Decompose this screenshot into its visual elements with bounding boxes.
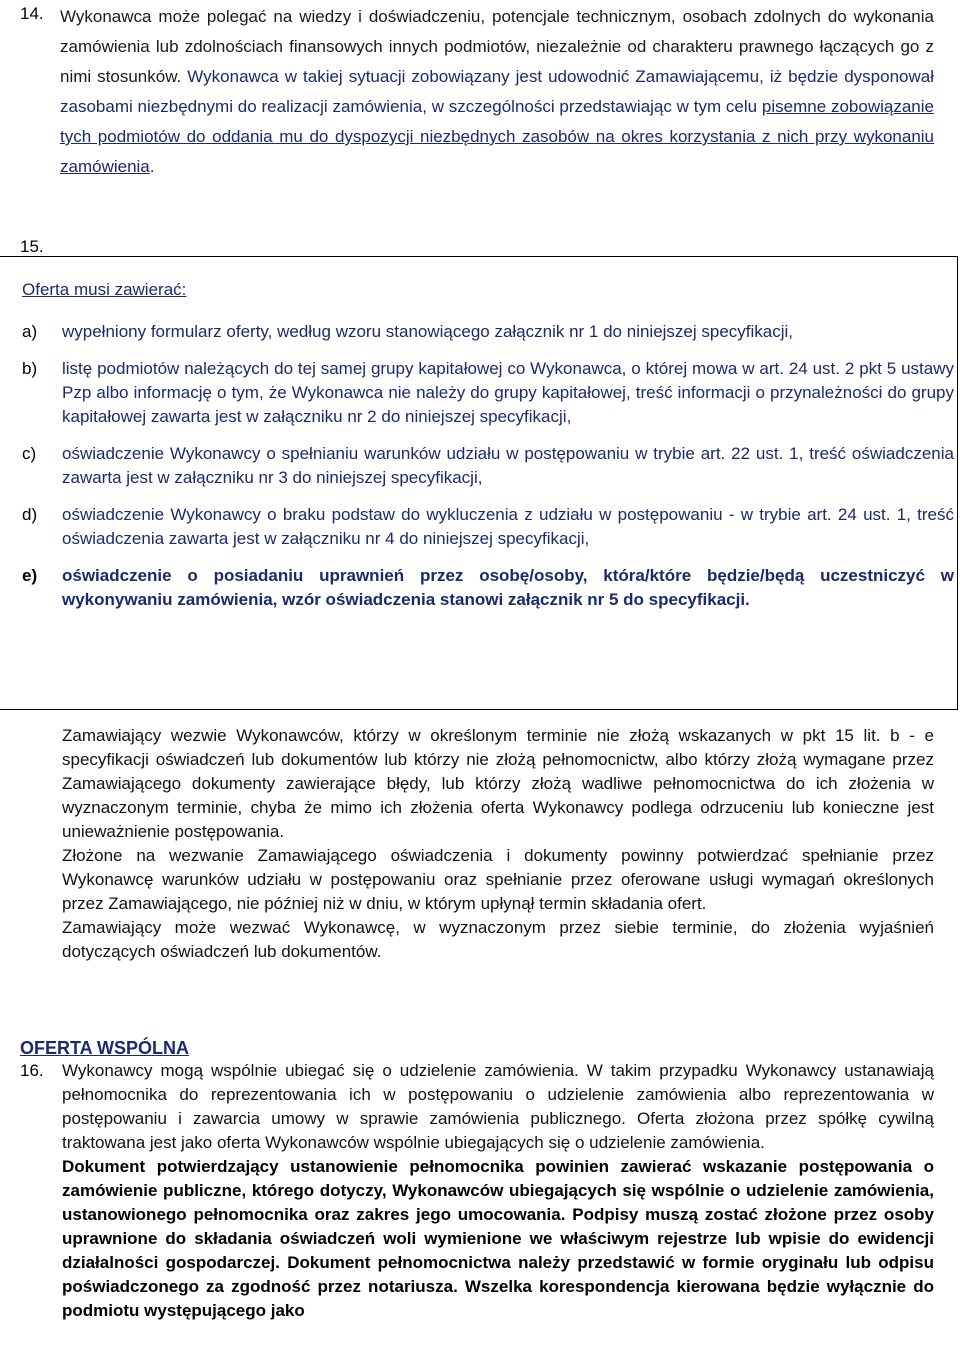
paragraph: Zamawiający wezwie Wykonawców, którzy w określonym terminie nie złożą wskazanych w pkt 15 lit. b - e specyfikacji oświadczeń lub dokumentów lub którzy nie złożą pełnomocnictw, albo którzy złożą wymagane przez Zamawiającego dokumenty zawierające błędy, lub którzy złożą wadliwe pełnomocnictwa do ich złożenia w wyznaczonym terminie, chyba że mimo ich złożenia oferta Wykonawcy podlega odrzuceniu lub konieczne jest unieważnienie postępowania. [62,726,934,841]
list-item-label: a) [22,322,38,341]
section-15-title: Oferta musi zawierać: [22,280,187,299]
section-14-text-d: . [149,157,155,176]
list-item-label: b) [22,359,38,378]
list-item-label: c) [22,444,37,463]
list-item-text: oświadczenie o posiadaniu uprawnień przez osobę/osoby, która/które będzie/będą uczestniczyć w wykonywaniu zamówienia, wzór oświadczenia stanowi załącznik nr 5 do specyfikacji. [62,566,954,609]
section-14-number: 14. [20,4,44,23]
paragraph: Zamawiający może wezwać Wykonawcę, w wyznaczonym przez siebie terminie, do złożenia wyjaśnień dotyczących oświadczeń lub dokumentów. [62,918,934,961]
section-14 [20,2,934,182]
section-14-text-b: Wykonawca w takiej sytuacji zobowiązany jest udowodnić Zamawiającemu, iż będzie dysponował zasobami niezbędnymi do realizacji zamówienia, w szczególności przedstawiając w tym celu [60,67,934,116]
list-item [22,357,954,429]
paragraph: Wykonawcy mogą wspólnie ubiegać się o udzielenie zamówienia. W takim przypadku Wykonawcy ustanawiają pełnomocnika do reprezentowania ich w postępowaniu o udzielenie zamówienia albo reprezentowania w postępowaniu i zawarcia umowy w sprawie zamówienia publicznego. Oferta złożona przez spółkę cywilną traktowana jest jako oferta Wykonawców wspólnie ubiegających się o udzielenie zamówienia. [62,1061,934,1152]
list-item [22,503,954,551]
paragraph: Złożone na wezwanie Zamawiającego oświadczenia i dokumenty powinny potwierdzać spełnianie przez Wykonawcę warunków udziału w postępowaniu oraz spełnianie przez oferowane usługi wymagań określonych przez Zamawiającego, nie później niż w dniu, w którym upłynął termin składania ofert. [62,846,934,913]
list-item-text: oświadczenie Wykonawcy o braku podstaw do wykluczenia z udziału w postępowaniu - w trybie art. 24 ust. 1, treść oświadczenia zawarta jest w załączniku nr 4 do niniejszej specyfikacji, [62,505,954,548]
section-14-text [60,2,934,182]
list-item-label: d) [22,505,38,524]
section-15-paragraphs [62,724,934,964]
oferta-wspolna-heading: OFERTA WSPÓLNA [20,1038,189,1058]
list-item-text: wypełniony formularz oferty, według wzoru stanowiącego załącznik nr 1 do niniejszej specyfikacji, [62,322,794,341]
list-item [22,564,954,612]
section-15-items [22,320,954,625]
section-14-text-a: Wykonawca może polegać na wiedzy i doświadczeniu, potencjale technicznym, osobach zdolnych do wykonania zamówienia lub zdolnościach finansowych innych podmiotów, niezależnie od charakteru prawnego łączących go z nimi stosunków. [60,7,934,86]
list-item-text: oświadczenie Wykonawcy o spełnianiu warunków udziału w postępowaniu w trybie art. 22 ust. 1, treść oświadczenia zawarta jest w załączniku nr 3 do niniejszej specyfikacji, [62,444,954,487]
list-item [22,442,954,490]
section-16 [20,1059,934,1323]
list-item-text: listę podmiotów należących do tej samej grupy kapitałowej co Wykonawca, o której mowa w art. 24 ust. 2 pkt 5 ustawy Pzp albo informację o tym, że Wykonawca nie należy do grupy kapitałowej, treść informacji o przynależności do grupy kapitałowej zawarta jest w załączniku nr 2 do niniejszej specyfikacji, [62,359,954,426]
section-15-number: 15. [20,237,44,256]
paragraph-bold: Dokument potwierdzający ustanowienie pełnomocnika powinien zawierać wskazanie postępowania o zamówienie publiczne, którego dotyczy, Wykonawców ubiegających się wspólnie o udzielenie zamówienia, ustanowionego pełnomocnika oraz zakres jego umocowania. Podpisy muszą zostać złożone przez osoby uprawnione do składania oświadczeń woli wymienione we właściwym rejestrze lub wpisie do ewidencji działalności gospodarczej. Dokument pełnomocnictwa należy przedstawić w formie oryginału lub odpisu poświadczonego za zgodność przez notariusza. Wszelka korespondencja kierowana będzie wyłącznie do podmiotu występującego jako [62,1157,934,1320]
list-item [22,320,954,344]
section-16-text [62,1059,934,1323]
section-16-number: 16. [20,1061,44,1080]
section-14-text-c: pisemne zobowiązanie tych podmiotów do oddania mu do dyspozycji niezbędnych zasobów na okres korzystania z nich przy wykonaniu zamówienia [60,97,934,176]
list-item-label: e) [22,566,38,585]
